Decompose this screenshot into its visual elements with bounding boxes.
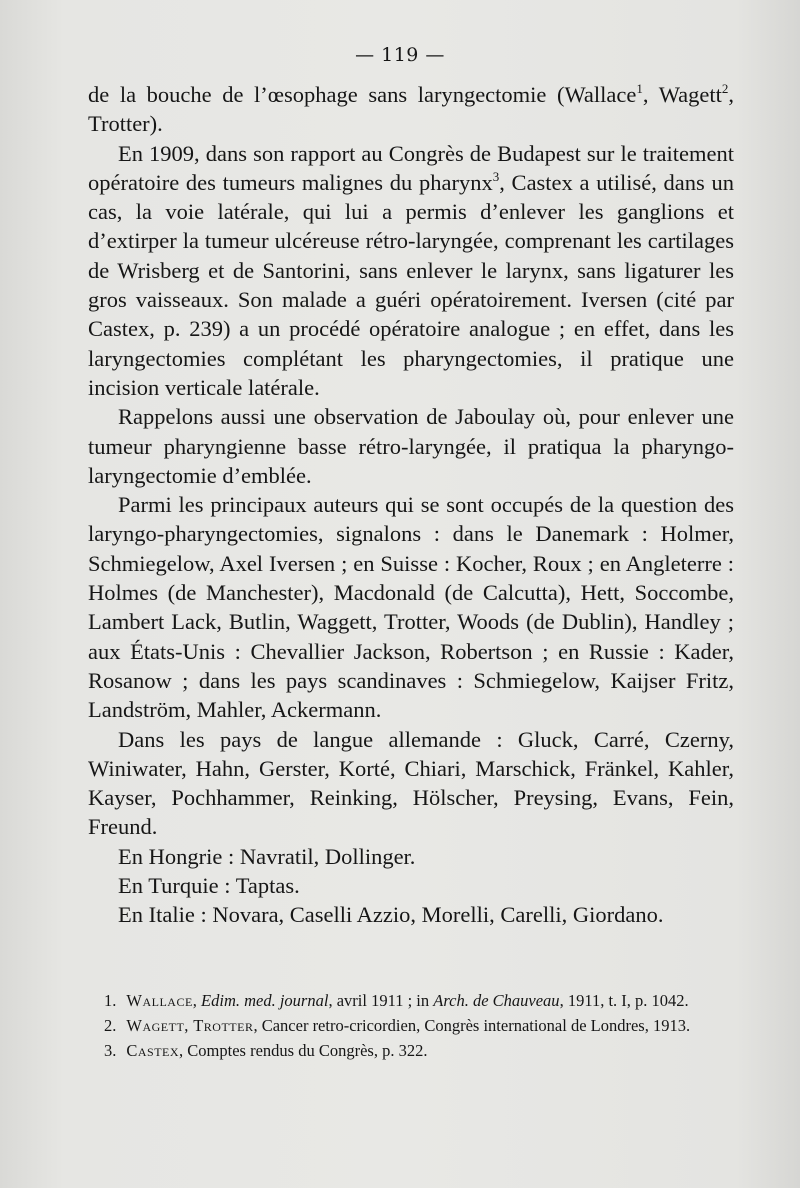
footnote [104,988,740,1013]
footnote [104,1038,740,1063]
footnote-author: Wagett, Trotter [126,1016,254,1035]
text-run: Rappelons aussi une observation de Jaboulay où, pour enlever une tumeur pharyngienne basse rétro-laryngée, il pratiqua la pharyngo-laryngectomie d’emblée. [88,404,734,488]
journal-title: Edim. med. journal [201,991,329,1010]
footnote-ref: 2 [721,81,729,96]
text-run: , Cancer retro-cricordien, Congrès international de Londres, 1913. [253,1016,691,1035]
paragraph [88,490,734,724]
paragraph [88,900,734,929]
footnotes [104,988,740,1063]
journal-title: Arch. de Chauveau [433,991,560,1010]
text-run: En Italie : Novara, Caselli Azzio, Morelli, Carelli, Giordano. [118,902,664,928]
text-run: , Wagett [642,82,722,107]
text-run: En 1909, dans son rapport au Congrès de Budapest sur le traitement opératoire des tumeurs malignes du pharynx [88,140,734,195]
main-text [88,80,734,930]
text-run: , Trotter). [88,82,734,137]
footnote-author: Castex [126,1041,180,1060]
paragraph [88,871,734,900]
text-run: Dans les pays de langue allemande : Gluck, Carré, Czerny, Winiwater, Hahn, Gerster, Korté, Chiari, Marschick, Fränkel, Kahler, Kayser, Pochhammer, Reinking, Hölscher, Preysing, Evans, Fein, Freund. [88,726,734,840]
footnote-ref: 1 [636,81,643,96]
footnote-number: 1. [104,991,117,1010]
footnote [104,1013,740,1038]
footnote-number: 3. [104,1041,117,1060]
page-number: — 119 — [355,44,445,66]
text-run: de la bouche de l’œsophage sans laryngectomie (Wallace [88,82,637,107]
text-run: , [192,991,202,1010]
footnote-ref: 3 [492,168,500,184]
text-run: En Turquie : Taptas. [118,873,300,899]
text-run: , Comptes rendus du Congrès, p. 322. [179,1041,428,1060]
paragraph [88,725,734,842]
paragraph [88,80,734,139]
text-run: , avril 1911 ; in [328,991,434,1010]
paragraph [88,842,734,871]
text-run: En Hongrie : Navratil, Dollinger. [118,843,416,869]
text-run: , 1911, t. I, p. 1042. [559,991,689,1010]
footnote-number: 2. [104,1016,117,1035]
paragraph [88,402,734,490]
text-run: , Castex a utilisé, dans un cas, la voie latérale, qui lui a permis d’enlever les ganglions et d’extirper la tumeur ulcéreuse rétro-laryngée, comprenant les cartilages de Wrisberg et de Santorini, sans enlever le larynx, sans ligaturer les gros vaisseaux. Son malade a guéri opératoirement. Iversen (cité par Castex, p. 239) a un procédé opératoire analogue ; en effet, dans les laryngectomies complétant les pharyngectomies, il pratique une incision verticale latérale. [88,169,735,400]
text-run: Parmi les principaux auteurs qui se sont occupés de la question des laryngo-pharyngectomies, signalons : dans le Danemark : Holmer, Schmiegelow, Axel Iversen ; en Suisse : Kocher, Roux ; en Angleterre : Holmes (de Manchester), Macdonald (de Calcutta), Hett, Soccombe, Lambert Lack, Butlin, Waggett, Trotter, Woods (de Dublin), Handley ; aux États-Unis : Chevallier Jackson, Robertson ; en Russie : Kader, Rosanow ; dans les pays scandinaves : Schmiegelow, Kaijser Fritz, Landström, Mahler, Ackermann. [88,492,734,723]
paragraph [88,139,734,403]
footnote-author: Wallace [126,991,193,1010]
